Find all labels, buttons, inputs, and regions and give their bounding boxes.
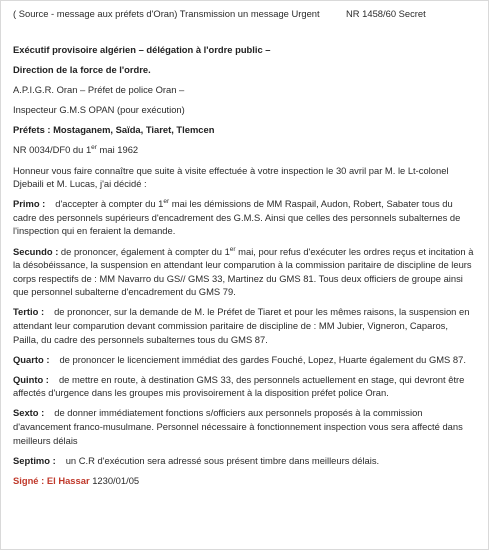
nr-sup: er (91, 144, 97, 152)
document-header (13, 8, 483, 21)
signature-label: Signé : El Hassar (13, 474, 90, 486)
quinto-text: de mettre en route, à destination GMS 33, des personnels actuellement en stage, qui devront être affectés d'urgence dans les groupes mis provisoirement à la disposition préfet police Oran. (13, 373, 465, 399)
sexto-text: de donner immédiatement fonctions s/officiers aux personnels proposés à la commission d'avancement franco-musulmane. Personnel nécessaire à fonctionnement inspection vous sera affecté dans meilleurs délais (13, 407, 463, 446)
quarto-label: Quarto : (13, 353, 50, 365)
septimo-paragraph (13, 454, 475, 468)
direction-title: Direction de la force de l'ordre. (13, 64, 151, 76)
reference-number: NR 1458/60 Secret (346, 8, 426, 19)
quinto-paragraph (13, 373, 475, 400)
nr-line (13, 143, 475, 157)
signature-ref: 1230/01/05 (89, 474, 140, 486)
secundo-text-a: de prononcer, également à compter du 1 (58, 245, 230, 257)
secundo-sup: er (229, 245, 236, 253)
intro-paragraph: Honneur vous faire connaître que suite à visite effectuée à votre inspection le 30 avril par M. le Lt-colonel Djebaili et M. Lucas, j'ai décidé : (13, 164, 449, 190)
secundo-label: Secundo : (13, 245, 59, 257)
primo-text-b: mai les démissions de MM Raspail, Audon, Robert, Sabater tous du cadre des personnels supérieurs d'encadrement des G.M.S. Ainsi que celles des personnels subalternes de l'inspection qui en feraient la demande. (13, 198, 461, 237)
septimo-label: Septimo : (13, 454, 56, 466)
primo-label: Primo : (13, 198, 46, 210)
nr-suffix: mai 1962 (96, 144, 139, 156)
nr-prefix: NR 0034/DF0 du 1 (13, 144, 92, 156)
source-line: ( Source - message aux préfets d'Oran) Transmission un message Urgent (13, 8, 320, 19)
secundo-paragraph (13, 245, 475, 299)
quarto-text: de prononcer le licenciement immédiat des gardes Fouché, Lopez, Huarte également du GMS 87. (59, 353, 466, 365)
document-body (13, 43, 475, 494)
sexto-label: Sexto : (13, 407, 45, 419)
quinto-label: Quinto : (13, 373, 49, 385)
tertio-paragraph (13, 305, 475, 346)
quarto-paragraph (13, 353, 475, 367)
septimo-text: un C.R d'exécution sera adressé sous présent timbre dans meilleurs délais. (65, 454, 380, 466)
tertio-label: Tertio : (13, 306, 45, 318)
recipient-line-1: A.P.I.G.R. Oran – Préfet de police Oran – (13, 84, 185, 96)
tertio-text: de prononcer, sur la demande de M. le Préfet de Tiaret et pour les mêmes raisons, la suspension en attendant leur comparution devant commission paritaire de discipline de : MM Jubier, Vigneron, Caparos, Pailla, du cadre des personnels subalternes tous du GMS 87. (13, 306, 470, 345)
sexto-paragraph (13, 406, 475, 447)
recipient-line-2: Inspecteur G.M.S OPAN (pour exécution) (13, 104, 185, 116)
primo-paragraph (13, 197, 475, 238)
prefets-line: Préfets : Mostaganem, Saïda, Tiaret, Tlemcen (13, 124, 215, 136)
primo-text-a: d'accepter à compter du 1 (55, 198, 164, 210)
signature-line (13, 474, 475, 488)
secundo-text-b: mai, pour refus d'exécuter les ordres reçus et incitation à la désobéissance, la suspension en attendant leur comparution à la commission paritaire de discipline de leurs corps respectifs de : MM Navarro du GS// GMS 33, Martinez du GMS 81. Tous deux officiers de groupe ainsi que personnel subalterne d'encadrement du GMS 79. (13, 245, 474, 298)
exec-title: Exécutif provisoire algérien – délégation à l'ordre public – (13, 44, 271, 55)
primo-sup: er (163, 198, 170, 206)
